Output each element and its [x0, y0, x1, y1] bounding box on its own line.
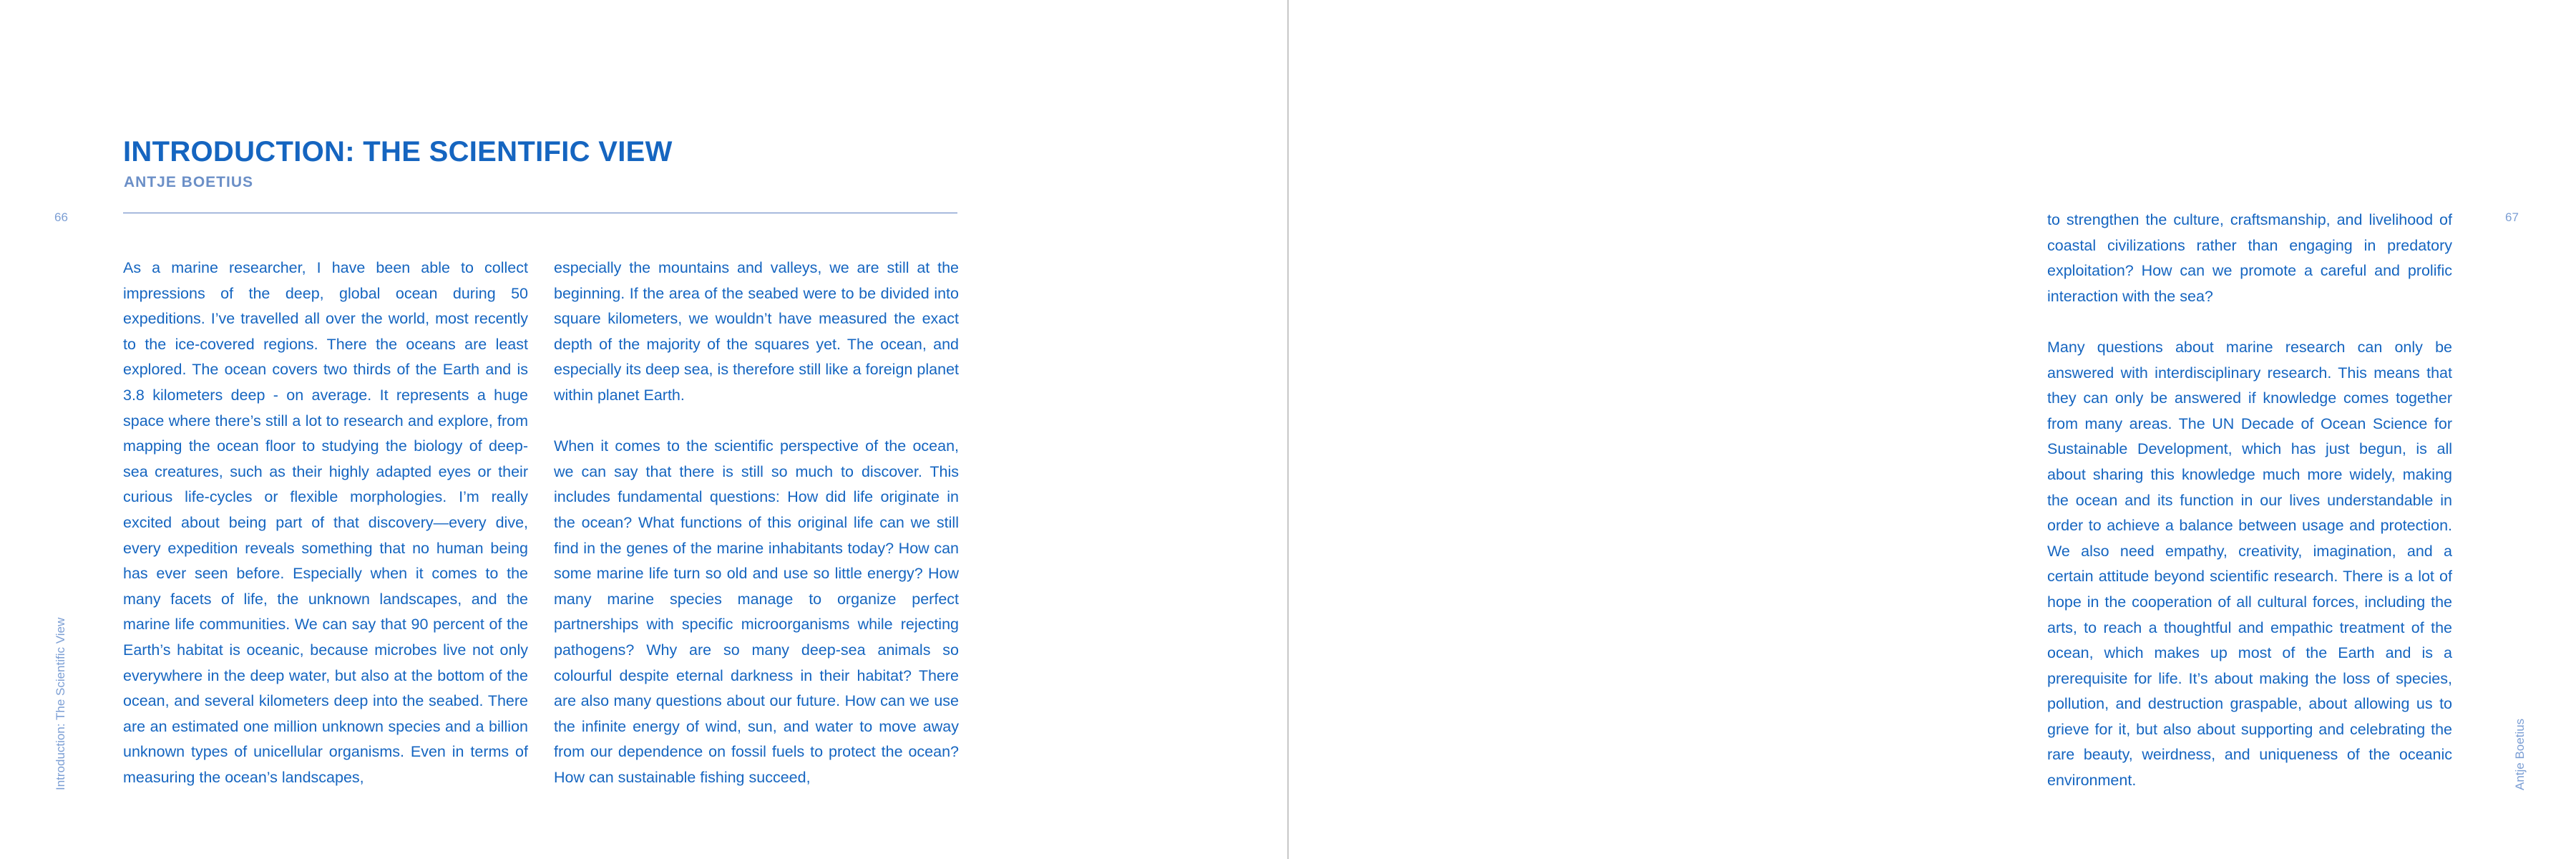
chapter-author: ANTJE BOETIUS [124, 174, 254, 190]
paragraph: Many questions about marine research can only be answered with interdisciplinary research. This means that they can only be answered if knowledge comes together from many areas. The UN Decade of Ocean Science for Sustainable Development, which has just begun, is all about sharing this knowledge much more widely, making the ocean and its function in our lives understandable in order to achieve a balance between usage and protection. We also need empathy, creativity, imagination, and a certain attitude beyond scientific research. There is a lot of hope in the cooperation of all cultural forces, including the arts, to reach a thoughtful and empathic treatment of the ocean, which makes up most of the Earth and is a prerequisite for life. It’s about making the loss of species, pollution, and destruction graspable, about allowing us to grieve for it, but also about supporting and celebrating the rare beauty, weirdness, and uniqueness of the oceanic environment. [2047, 338, 2452, 790]
paragraph: When it comes to the scientific perspective of the ocean, we can say that there is still so much to discover. This includes fundamental questions: How did life originate in the ocean? What functions of this original life can we still find in the genes of the marine inhabitants today? How can some marine life turn so old and use so little energy? How many marine species manage to organize perfect partnerships with specific microorganisms while rejecting pathogens? Why are so many deep-sea animals so colourful despite eternal darkness in their habitat? There are also many questions about our future. How can we use the infinite energy of wind, sun, and water to move away from our dependence on fossil fuels to protect the ocean? How can sustainable fishing succeed, [554, 437, 959, 786]
page-number-left: 66 [54, 210, 68, 224]
running-head-left: Introduction: The Scientific View [54, 617, 67, 790]
running-head-right: Antje Boetius [2513, 718, 2527, 790]
page-number-right: 67 [2505, 210, 2519, 224]
page-gutter [1287, 0, 1289, 859]
paragraph: especially the mountains and valleys, we are still at the beginning. If the area of the seabed were to be divided into square kilometers, we wouldn’t have measured the exact depth of the majority of the squares yet. The ocean, and especially its deep sea, is therefore still like a foreign planet within planet Earth. [554, 259, 959, 404]
paragraph: As a marine researcher, I have been able to collect impressions of the deep, global ocean during 50 expeditions. I’ve travelled all over the world, most recently to the ice-covered regions. There the oceans are least explored. The ocean covers two thirds of the Earth and is 3.8 kilometers deep - on average. It represents a huge space where there’s still a lot to research and explore, from mapping the ocean floor to studying the biology of deep-sea creatures, such as their highly adapted eyes or their curious life-cycles or flexible morphologies. I’m really excited about being part of that discovery—every dive, every expedition reveals something that no human being has ever seen before. Especially when it comes to the many facets of life, the unknown landscapes, and the marine life communities. We can say that 90 percent of the Earth’s habitat is oceanic, because microbes live not only everywhere in the deep water, but also at the bottom of the ocean, and several kilometers deep into the seabed. There are an estimated one million unknown species and a billion unknown types of unicellular organisms. Even in terms of measuring the ocean’s landscapes, [123, 259, 528, 786]
text-column-1 [123, 256, 528, 790]
chapter-title: INTRODUCTION: THE SCIENTIFIC VIEW [123, 136, 673, 168]
paragraph: to strengthen the culture, craftsmanship, and livelihood of coastal civilizations rather than engaging in predatory exploitation? How can we promote a careful and prolific interaction with the sea? [2047, 211, 2452, 305]
text-column-2 [554, 256, 959, 790]
text-column-3 [2047, 208, 2452, 794]
